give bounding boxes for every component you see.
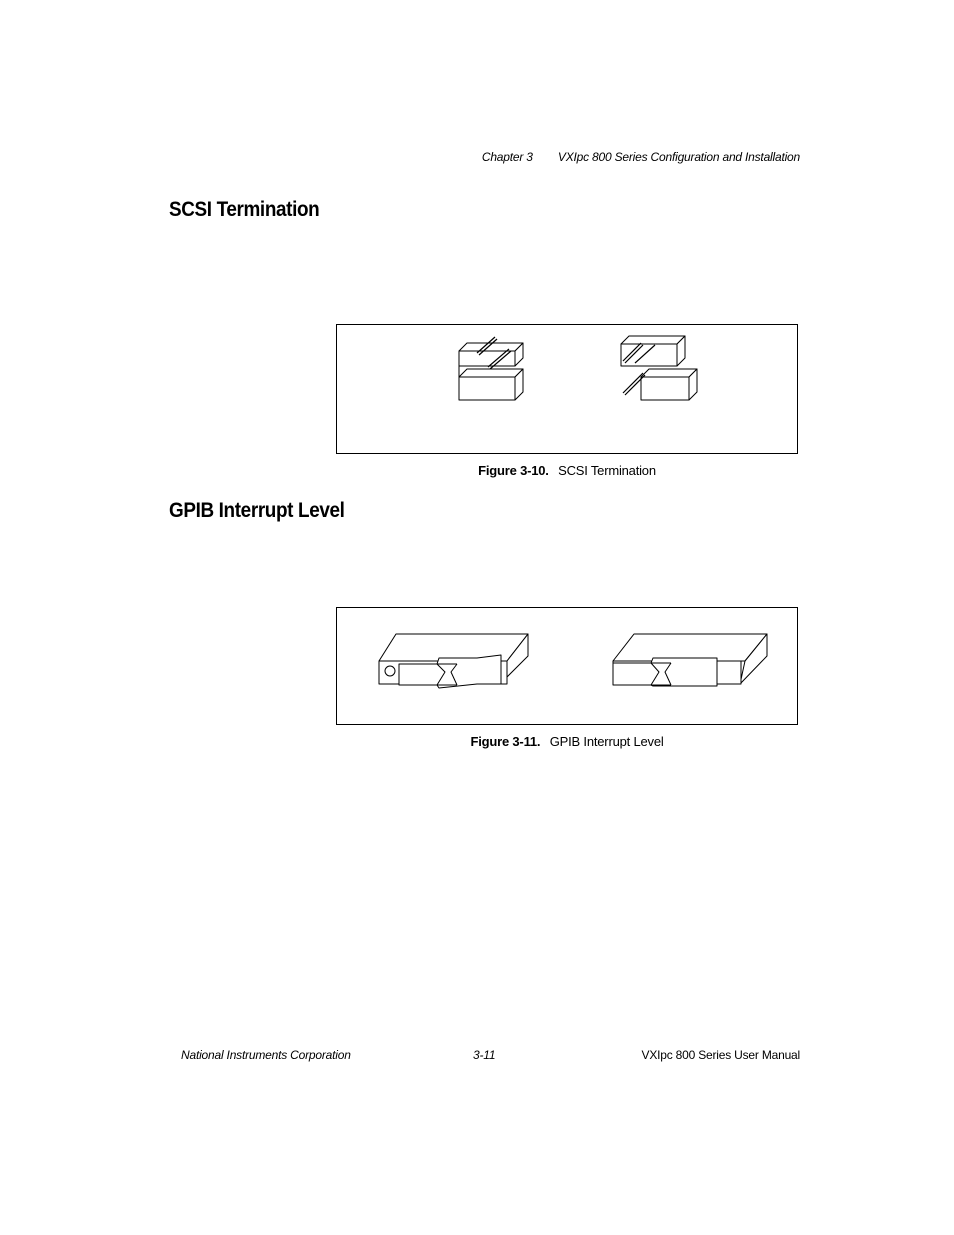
section-heading-gpib-interrupt-level: GPIB Interrupt Level xyxy=(169,499,345,522)
header-title: VXIpc 800 Series Configuration and Installation xyxy=(557,150,800,164)
footer-manual-title: VXIpc 800 Series User Manual xyxy=(641,1048,800,1062)
section-heading-scsi-termination: SCSI Termination xyxy=(169,198,320,221)
figure-number: Figure 3-10. xyxy=(478,463,549,478)
jumper-block-left-upper xyxy=(459,343,523,366)
figure-title: SCSI Termination xyxy=(558,463,656,478)
jumper-block-right-lower xyxy=(641,369,697,400)
switch-body-left xyxy=(379,634,528,688)
figure-title: GPIB Interrupt Level xyxy=(549,734,664,749)
figure-caption-gpib xyxy=(336,734,798,749)
jumper-block-left-lower xyxy=(459,366,523,400)
jumper-block-right-upper xyxy=(621,336,685,366)
figure-scsi-termination xyxy=(336,324,798,454)
figure-gpib-interrupt-level xyxy=(336,607,798,725)
switch-body-right xyxy=(613,634,767,686)
header-chapter: Chapter 3 xyxy=(481,150,533,164)
running-header xyxy=(300,150,800,164)
figure-number: Figure 3-11. xyxy=(470,734,541,749)
page-number: 3-11 xyxy=(473,1048,496,1062)
figure-caption-scsi xyxy=(336,463,798,478)
footer-company: National Instruments Corporation xyxy=(181,1048,351,1062)
gpib-switch-illustration xyxy=(337,608,799,726)
scsi-jumper-illustration xyxy=(337,325,799,455)
